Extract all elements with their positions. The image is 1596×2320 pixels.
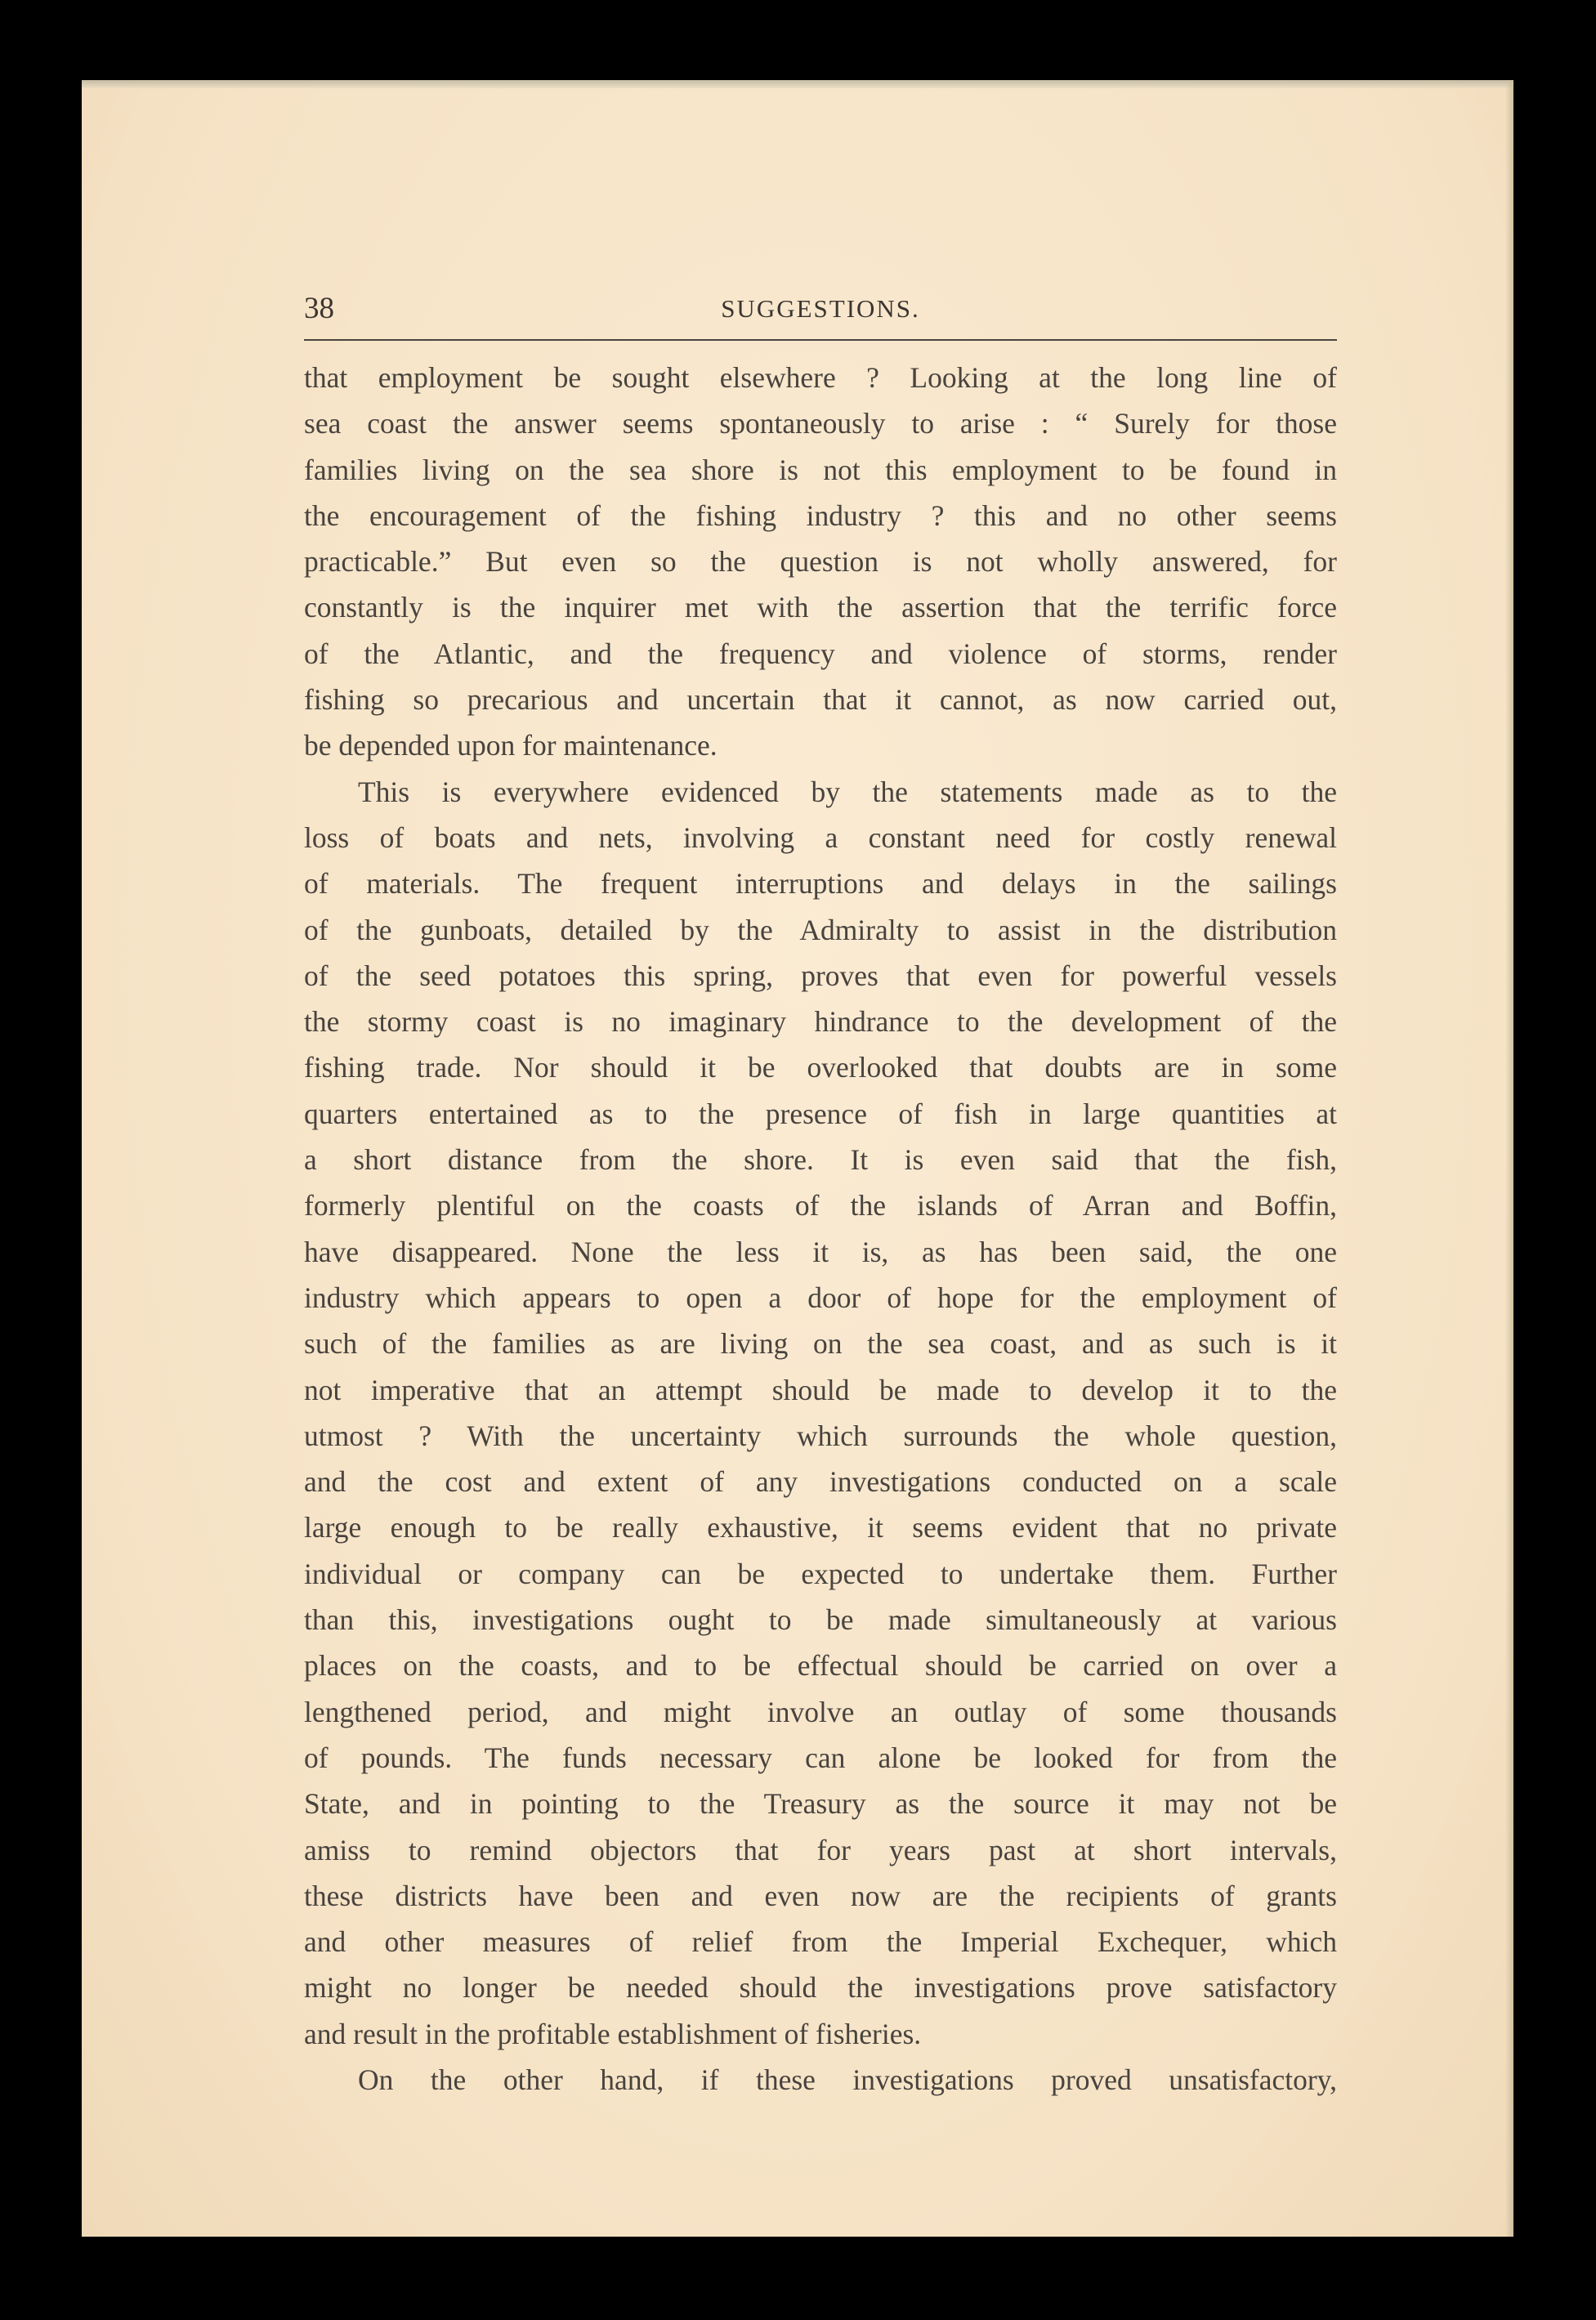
text-line: than this, investigations ought to be made simultaneously at various <box>304 1603 1337 1637</box>
text-line: of the Atlantic, and the frequency and violence of storms, render <box>304 637 1337 670</box>
text-line: This is everywhere evidenced by the statements made as to the <box>358 775 1337 808</box>
text-line: industry which appears to open a door of hope for the employment of <box>304 1281 1337 1314</box>
page-top-edge <box>82 80 1513 88</box>
text-line: such of the families as are living on the sea coast, and as such is it <box>304 1327 1337 1361</box>
book-page <box>82 80 1513 2237</box>
text-line: and result in the profitable establishment of fisheries. <box>304 2017 922 2050</box>
text-line: practicable.” But even so the question is not wholly answered, for <box>304 545 1337 579</box>
text-line: these districts have been and even now are the recipients of grants <box>304 1879 1337 1912</box>
text-line: of pounds. The funds necessary can alone be looked for from the <box>304 1741 1337 1774</box>
text-line: fishing trade. Nor should it be overlooked that doubts are in some <box>304 1051 1337 1084</box>
text-line: fishing so precarious and uncertain that it cannot, as now carried out, <box>304 683 1337 717</box>
text-line: utmost ? With the uncertainty which surrounds the whole question, <box>304 1419 1337 1452</box>
text-line: formerly plentiful on the coasts of the islands of Arran and Boffin, <box>304 1189 1337 1223</box>
running-head <box>304 284 1337 333</box>
text-line: loss of boats and nets, involving a constant need for costly renewal <box>304 820 1337 854</box>
header-rule <box>304 339 1337 341</box>
page-number: 38 <box>304 292 334 325</box>
text-line: a short distance from the shore. It is even said that the fish, <box>304 1143 1337 1177</box>
text-line: the stormy coast is no imaginary hindrance to the development of the <box>304 1005 1337 1039</box>
text-line: not imperative that an attempt should be made to develop it to the <box>304 1373 1337 1406</box>
text-line: quarters entertained as to the presence of fish in large quantities at <box>304 1097 1337 1130</box>
text-line: places on the coasts, and to be effectual should be carried on over a <box>304 1649 1337 1683</box>
text-line: might no longer be needed should the investigations prove satisfactory <box>304 1971 1337 2005</box>
text-line: large enough to be really exhaustive, it seems evident that no private <box>304 1511 1337 1544</box>
text-line: that employment be sought elsewhere ? Looking at the long line of <box>304 361 1337 394</box>
page-right-edge <box>1505 80 1513 2237</box>
text-line: constantly is the inquirer met with the assertion that the terrific force <box>304 591 1337 624</box>
body-text <box>304 355 1337 2103</box>
running-title: SUGGESTIONS. <box>721 294 920 323</box>
text-line: individual or company can be expected to undertake them. Further <box>304 1557 1337 1590</box>
text-line: the encouragement of the fishing industry ? this and no other seems <box>304 498 1337 532</box>
text-line: have disappeared. None the less it is, as has been said, the one <box>304 1235 1337 1268</box>
text-line: State, and in pointing to the Treasury as the source it may not be <box>304 1787 1337 1821</box>
text-line: amiss to remind objectors that for years past at short intervals, <box>304 1833 1337 1866</box>
text-line: and other measures of relief from the Imperial Exchequer, which <box>304 1925 1337 1959</box>
text-line: families living on the sea shore is not this employment to be found in <box>304 453 1337 486</box>
text-line: of materials. The frequent interruptions and delays in the sailings <box>304 867 1337 901</box>
text-line: lengthened period, and might involve an outlay of some thousands <box>304 1695 1337 1728</box>
text-line: of the gunboats, detailed by the Admiralty to assist in the distribution <box>304 913 1337 946</box>
text-line: be depended upon for maintenance. <box>304 729 718 762</box>
text-line: of the seed potatoes this spring, proves that even for powerful vessels <box>304 959 1337 992</box>
text-line: and the cost and extent of any investigations conducted on a scale <box>304 1465 1337 1499</box>
text-line: On the other hand, if these investigations proved unsatisfactory, <box>358 2063 1337 2096</box>
text-line: sea coast the answer seems spontaneously to arise : “ Surely for those <box>304 407 1337 440</box>
